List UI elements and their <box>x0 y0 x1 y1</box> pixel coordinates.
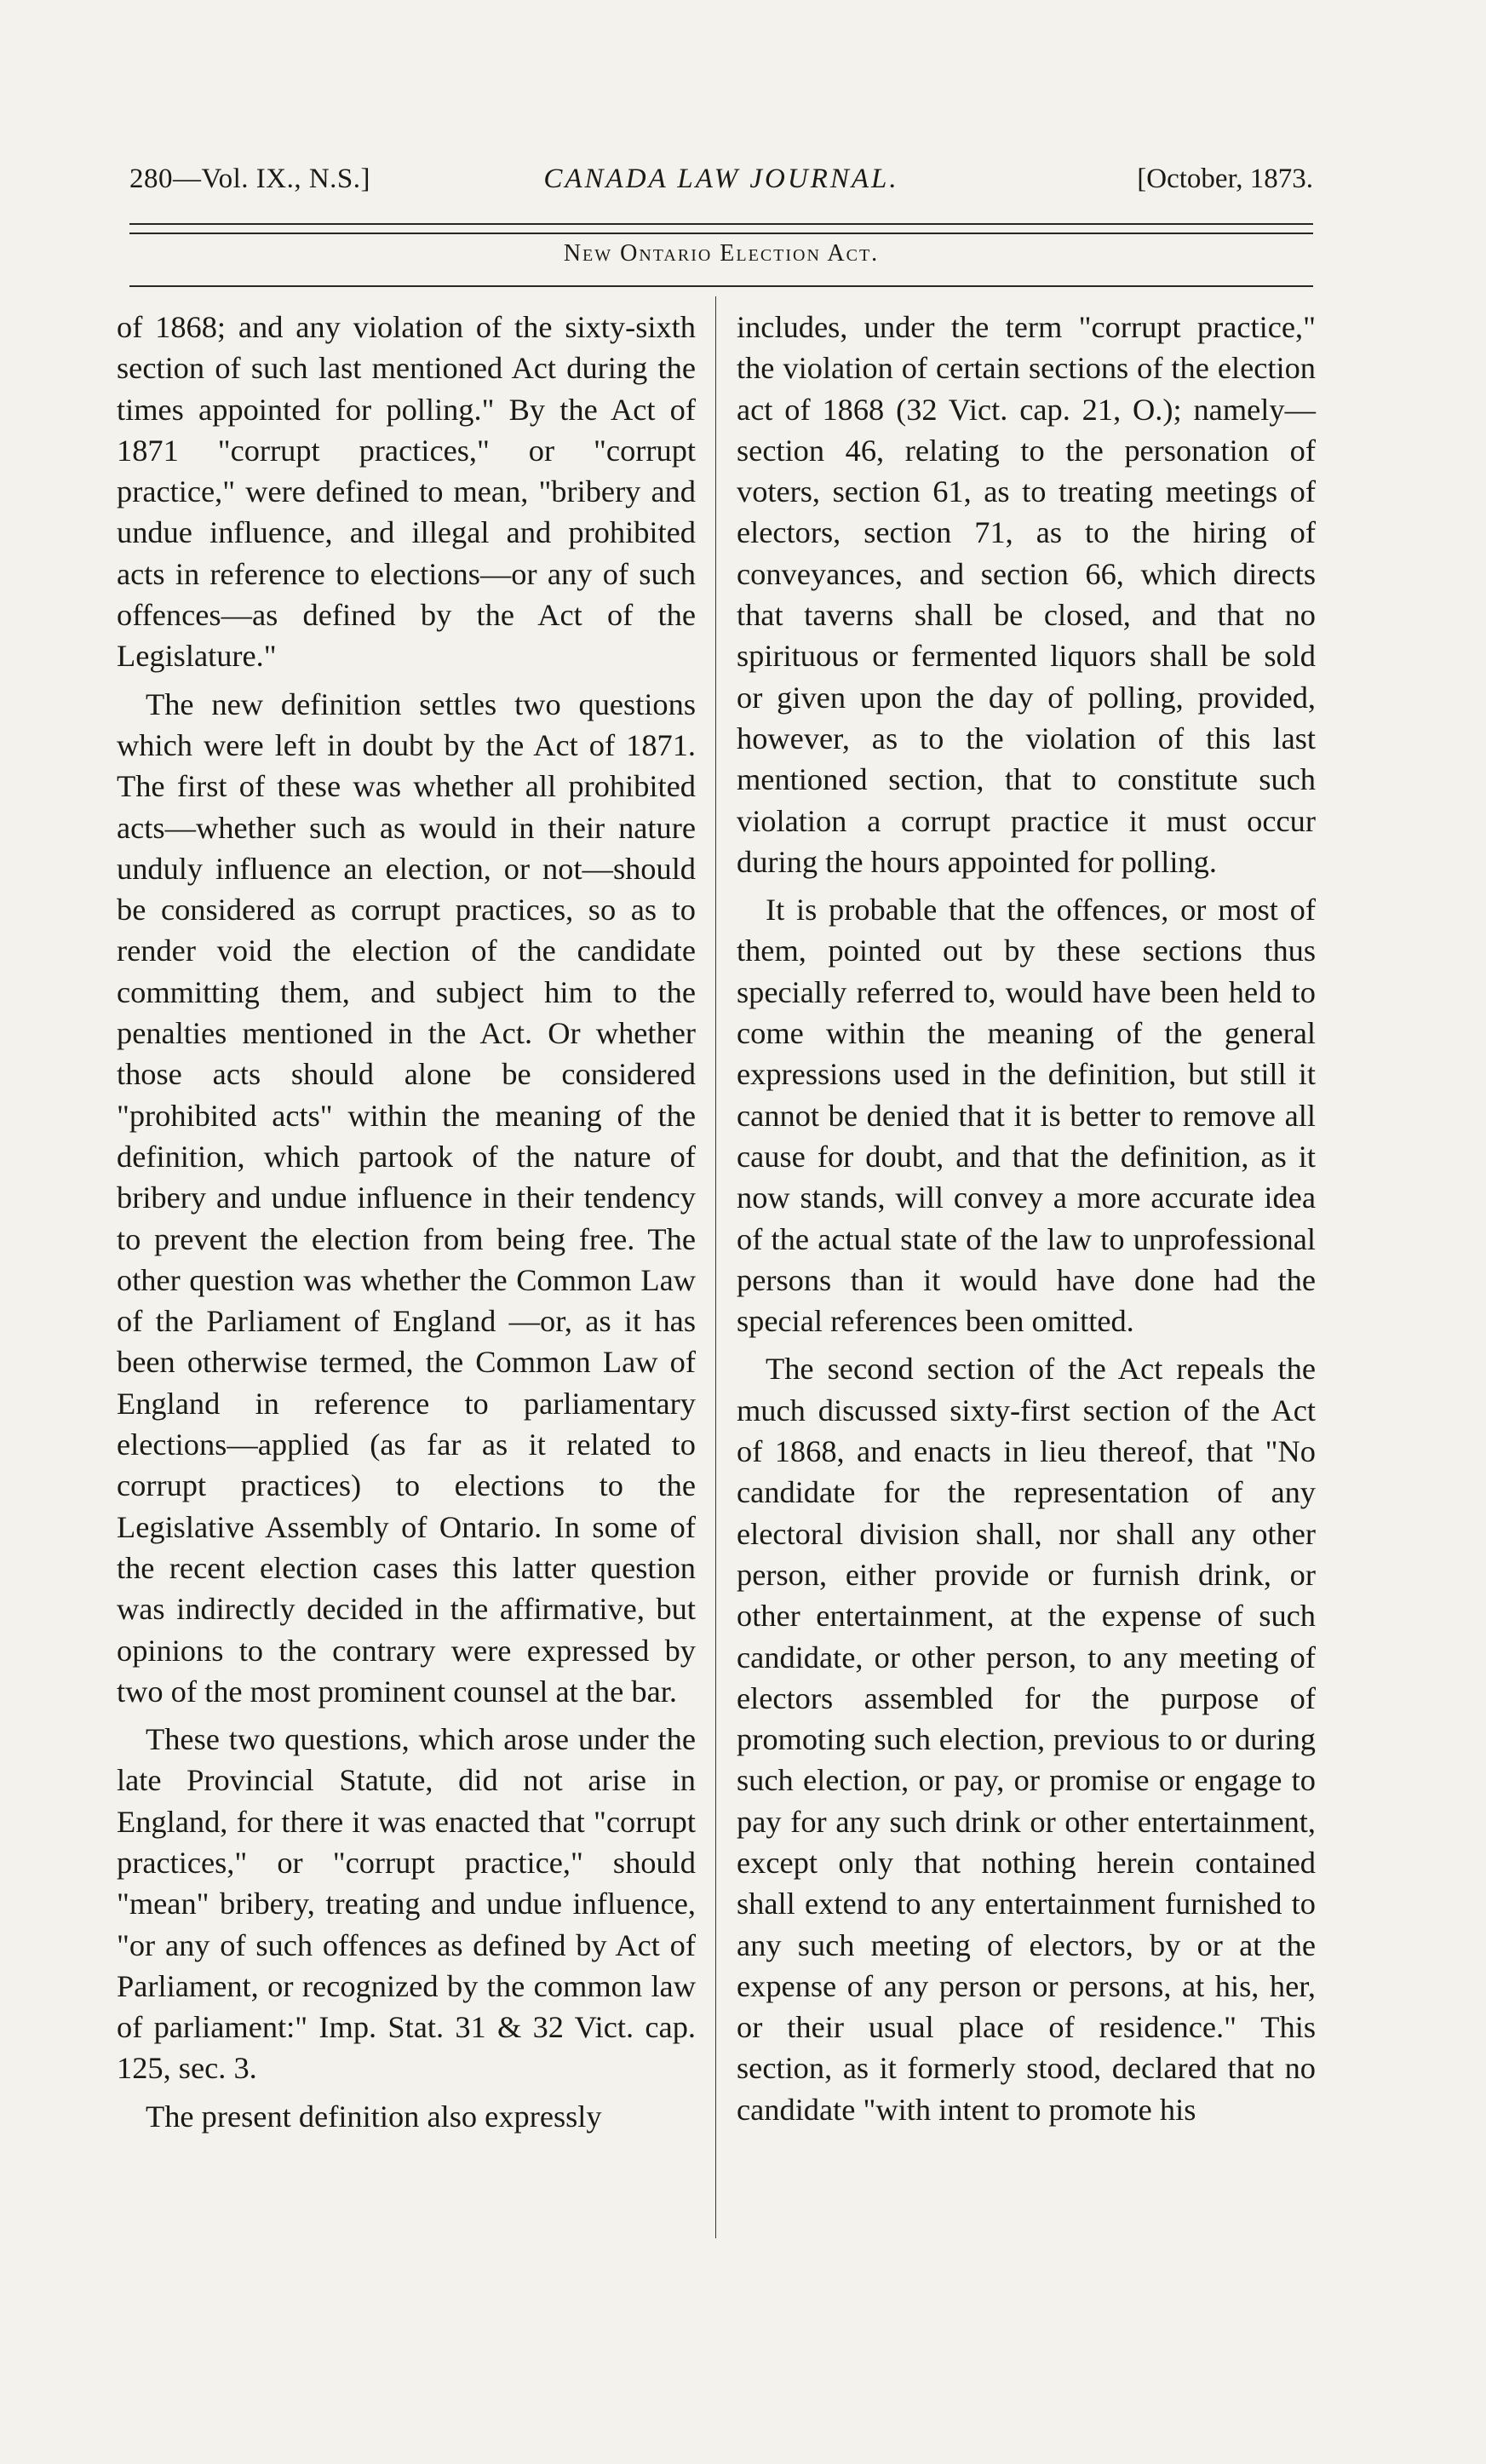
journal-title: CANADA LAW JOURNAL. <box>543 164 899 194</box>
paragraph: The present definition also expressly <box>146 2099 602 2134</box>
paragraph: The new definition settles two questions which were left in doubt by the Act of 1871. The first of these was whether all prohibited acts—whether such as would in their nature unduly influence an election, or not—should be considered as corrupt practices, so as to render void the election of the candidate committing them, and subject him to the penalties mentioned in the Act. Or whether those acts should alone be considered "prohibited acts" within the meaning of the definition, which partook of the nature of bribery and undue influence in their tendency to prevent the election from being free. The other question was whether the Common Law of the Parliament of England —or, as it has been otherwise termed, the Common Law of England in reference to parliamentary elections—applied (as far as it related to corrupt practices) to elections to the Legislative Assembly of Ontario. In some of the recent election cases this latter question was indirectly decided in the affirmative, but opinions to the contrary were expressed by two of the most prominent counsel at the bar. <box>117 686 696 1709</box>
paragraph: The second section of the Act repeals the much discussed sixty-first section of the Act of 1868, and enacts in lieu thereof, that "No candidate for the representation of any electoral division shall, nor shall any other person, either provide or furnish drink, or other entertainment, at the expense of such candidate, or other person, to any meeting of electors assembled for the purpose of promoting such election, previous to or during such election, or pay, or promise or engage to pay for any such drink or other entertainment, except only that nothing herein contained shall extend to any entertainment furnished to any such meeting of electors, by or at the expense of any person or persons, at his, her, or their usual place of residence." This section, as it formerly stood, declared that no candidate "with intent to promote his <box>737 1352 1316 2127</box>
paragraph: of 1868; and any violation of the sixty-sixth section of such last mentioned Act during the times appointed for polling." By the Act of 1871 "corrupt practices," or "corrupt practice," were defined to mean, "bribery and undue influence, and illegal and prohibited acts in reference to elections—or any of such offences—as defined by the Act of the Legislature." <box>117 310 696 674</box>
issue-date: [October, 1873. <box>1137 164 1313 194</box>
right-column <box>737 307 1316 2137</box>
column-divider <box>715 296 716 2238</box>
paragraph: It is probable that the offences, or most of them, pointed out by these sections thus specially referred to, would have been held to come within the meaning of the general expressions used in the definition, but still it cannot be denied that it is better to remove all cause for doubt, and that the definition, as it now stands, will convey a more accurate idea of the actual state of the law to unprofessional persons than it would have done had the special references been omitted. <box>737 893 1316 1339</box>
running-head <box>129 164 1313 211</box>
page-volume-label: 280—Vol. IX., N.S.] <box>129 164 370 194</box>
header-double-rule <box>129 223 1313 234</box>
section-title: New Ontario Election Act. <box>563 240 880 267</box>
paragraph: includes, under the term "corrupt practice," the violation of certain sections of the election act of 1868 (32 Vict. cap. 21, O.); namely—section 46, relating to the personation of voters, section 61, as to treating meetings of electors, section 71, as to the hiring of conveyances, and section 66, which directs that taverns shall be closed, and that no spirituous or fermented liquors shall be sold or given upon the day of polling, provided, however, as to the violation of this last mentioned section, that to constitute such violation a corrupt practice it must occur during the hours appointed for polling. <box>737 310 1316 879</box>
paragraph: These two questions, which arose under the late Provincial Statute, did not arise in England, for there it was enacted that "corrupt practices," or "corrupt practice," should "mean" bribery, treating and undue influence, "or any of such offences as defined by Act of Parliament, or recognized by the common law of parliament:" Imp. Stat. 31 & 32 Vict. cap. 125, sec. 3. <box>117 1722 696 2086</box>
section-rule <box>129 285 1313 287</box>
left-column <box>117 307 696 2144</box>
